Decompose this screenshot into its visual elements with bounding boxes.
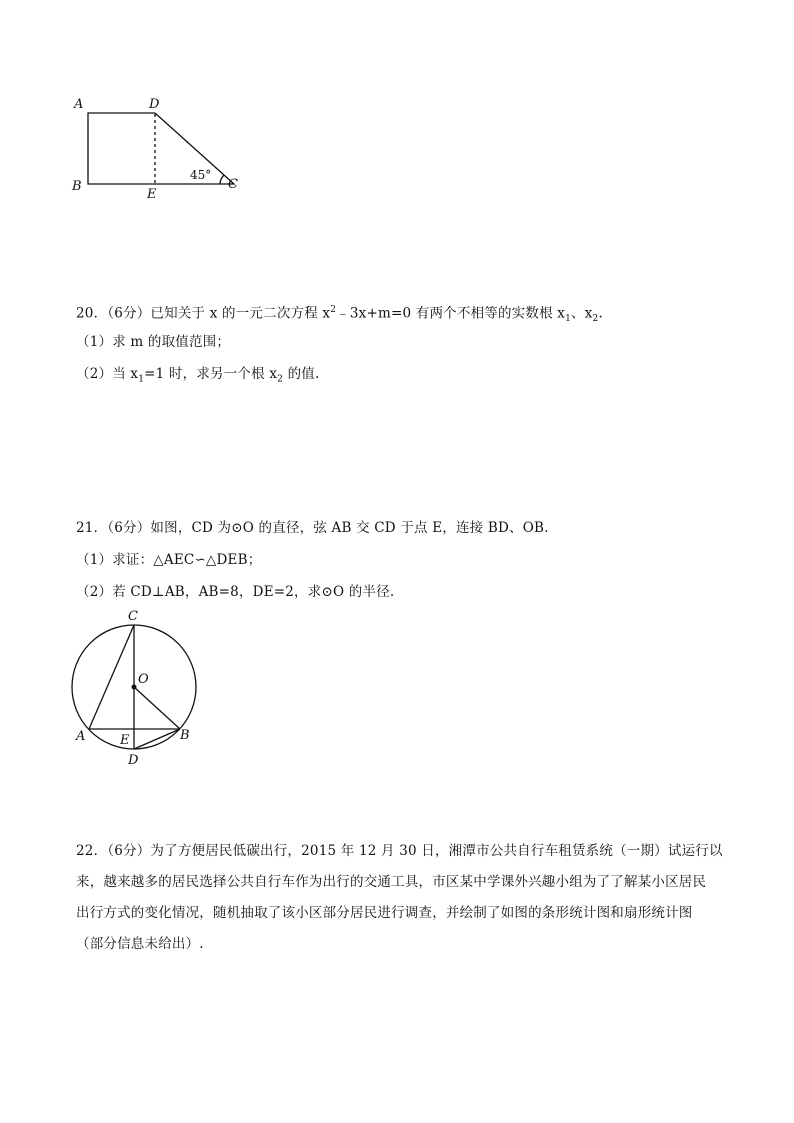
q20-stem: 20．（6分）已知关于 x 的一元二次方程 $x^2﹣3x+m=0$ 有两个不相等的实数根 $x_1$、$x_2$. [76,305,603,325]
label-e: E [147,187,157,202]
segment-ob [134,687,180,729]
label-d: D [149,97,160,112]
label-e2: E [120,733,130,748]
segment-ca [89,625,134,729]
q22-line4: （部分信息未给出）. [76,936,204,952]
angle-arc [220,175,224,184]
q22-line3: 出行方式的变化情况，随机抽取了该小区部分居民进行调查，并绘制了如图的条形统计图和扇形统计图 [76,905,693,921]
label-b: B [72,179,82,194]
label-b2: B [180,728,190,743]
q21-part2: （2）若 CD⊥AB，AB=8，DE=2，求⊙O 的半径. [76,584,395,600]
q20-part1: （1）求 m 的取值范围； [76,334,231,350]
label-a: A [74,97,84,112]
q21-part1: （1）求证：△AEC∽△DEB； [76,552,262,568]
segment-bd [134,729,180,749]
trapezoid-figure [60,90,260,205]
label-d2: D [128,753,139,768]
trapezoid-outline [88,113,234,184]
angle-label: 45° [190,168,212,182]
label-c2: C [128,609,138,624]
center-point [132,685,137,690]
label-o: O [138,672,149,687]
label-a2: A [76,729,86,744]
q21-stem: 21．（6分）如图，CD 为⊙O 的直径，弦 AB 交 CD 于点 E，连接 BD、OB. [76,520,549,536]
q22-line1: 22．（6分）为了方便居民低碳出行，2015 年 12 月 30 日，湘潭市公共自行车租赁系统（一期）试运行以 [76,843,723,859]
q22-line2: 来，越来越多的居民选择公共自行车作为出行的交通工具，市区某中学课外兴趣小组为了了解某小区居民 [76,874,707,890]
circle-figure [60,605,220,775]
q20-part2: （2）当 $x_1=1$ 时，求另一个根 $x_2$ 的值. [76,366,320,385]
label-c: C [228,177,238,192]
